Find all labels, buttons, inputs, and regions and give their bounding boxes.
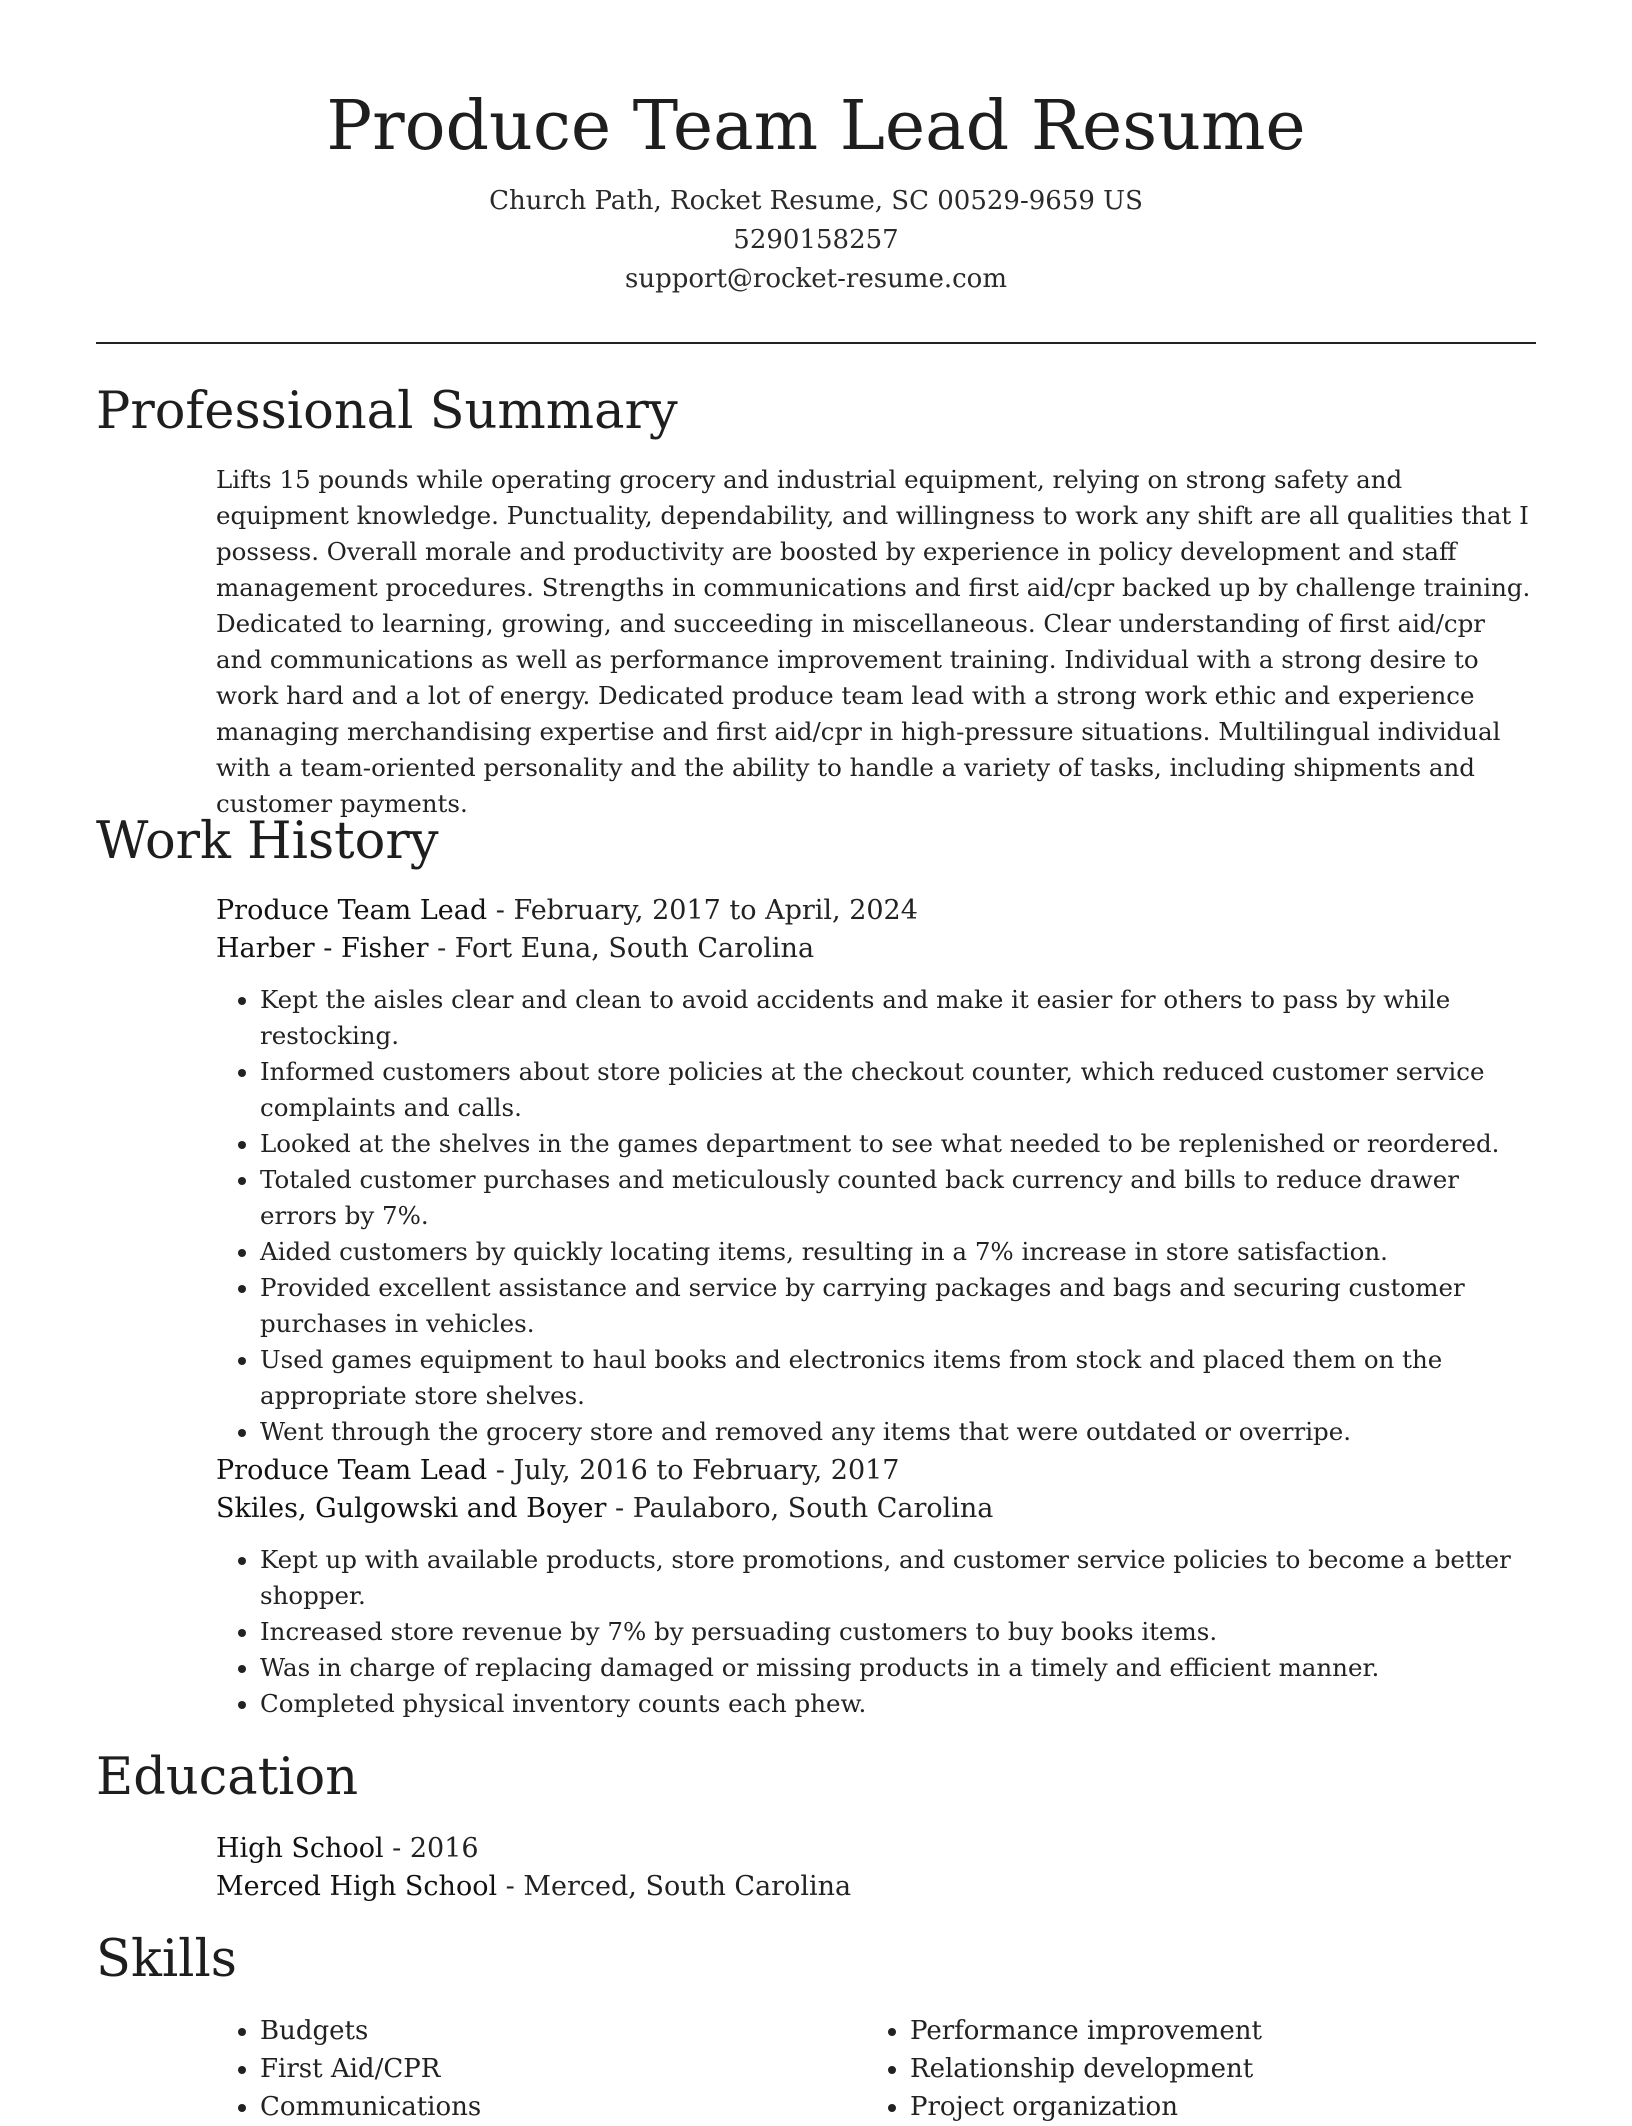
job-bullet: • Was in charge of replacing damaged or missing products in a timely and efficient manner. [260, 1650, 1536, 1686]
job-bullet: • Used games equipment to haul books and electronics items from stock and placed them on the appropriate store shelves. [260, 1342, 1536, 1414]
job-title: Produce Team Lead [216, 1455, 488, 1486]
skill-item: • Budgets [260, 2012, 866, 2050]
education-degree: High School [216, 1833, 384, 1864]
job-bullet: • Aided customers by quickly locating items, resulting in a 7% increase in store satisfaction. [260, 1234, 1536, 1270]
summary-text: Lifts 15 pounds while operating grocery and industrial equipment, relying on strong safety and equipment knowledge. Punctuality, dependability, and willingness to work any shift are all qualities that I possess. Overall morale and productivity are boosted by experience in policy development and staff management procedures. Strengths in communications and first aid/cpr backed up by challenge training. Dedicated to learning, growing, and succeeding in miscellaneous. Clear understanding of first aid/cpr and communications as well as performance improvement training. Individual with a strong desire to work hard and a lot of energy. Dedicated produce team lead with a strong work ethic and experience managing merchandising expertise and first aid/cpr in high-pressure situations. Multilingual individual with a team-oriented personality and the ability to handle a variety of tasks, including shipments and customer payments. [216, 465, 1531, 818]
skills-section [216, 2012, 1536, 2126]
skills-heading: Skills [96, 1930, 237, 1989]
job-bullets [216, 982, 1536, 1450]
skills-columns [216, 2012, 1536, 2126]
job-bullet: • Kept the aisles clear and clean to avoid accidents and make it easier for others to pass by while restocking. [260, 982, 1536, 1054]
job-bullet: • Looked at the shelves in the games department to see what needed to be replenished or reordered. [260, 1126, 1536, 1162]
skills-column-right [866, 2012, 1516, 2126]
job-company-line [216, 1490, 1536, 1528]
job-bullet: • Informed customers about store policies at the checkout counter, which reduced customer service complaints and calls. [260, 1054, 1536, 1126]
contact-address: Church Path, Rocket Resume, SC 00529-9659 US [489, 186, 1143, 216]
education-heading: Education [96, 1748, 359, 1807]
job-dates: - July, 2016 to February, 2017 [487, 1455, 900, 1486]
job-bullet: • Completed physical inventory counts each phew. [260, 1686, 1536, 1722]
job-title-line [216, 892, 1536, 930]
job-bullet: • Totaled customer purchases and meticulously counted back currency and bills to reduce drawer errors by 7%. [260, 1162, 1536, 1234]
education-school-line [216, 1868, 1536, 1906]
header-divider [96, 342, 1536, 344]
job-location: - Paulaboro, South Carolina [606, 1493, 994, 1524]
job-company: Skiles, Gulgowski and Boyer [216, 1493, 607, 1524]
job-entry [216, 1452, 1536, 1722]
skill-item: • Communications [260, 2088, 866, 2126]
contact-phone: 5290158257 [733, 225, 899, 255]
education-entry [216, 1830, 1536, 1906]
job-title-line [216, 1452, 1536, 1490]
job-company: Harber - Fisher [216, 933, 429, 964]
job-bullet: • Kept up with available products, store promotions, and customer service policies to become a better shopper. [260, 1542, 1536, 1614]
job-bullet: • Increased store revenue by 7% by persuading customers to buy books items. [260, 1614, 1536, 1650]
education-location: - Merced, South Carolina [497, 1871, 852, 1902]
skill-item: • First Aid/CPR [260, 2050, 866, 2088]
contact-block [0, 182, 1632, 299]
skills-column-left [216, 2012, 866, 2126]
job-title: Produce Team Lead [216, 895, 488, 926]
job-bullet: • Went through the grocery store and removed any items that were outdated or overripe. [260, 1414, 1536, 1450]
work-history-heading: Work History [96, 812, 439, 871]
contact-email: support@rocket-resume.com [624, 264, 1007, 294]
job-location: - Fort Euna, South Carolina [428, 933, 815, 964]
summary-section [216, 462, 1536, 822]
job-entry [216, 892, 1536, 1450]
resume-header [0, 0, 1632, 299]
summary-heading: Professional Summary [96, 382, 678, 441]
skill-item: • Performance improvement [910, 2012, 1516, 2050]
education-degree-line [216, 1830, 1536, 1868]
job-bullets [216, 1542, 1536, 1722]
education-year: - 2016 [383, 1833, 479, 1864]
education-school: Merced High School [216, 1871, 498, 1902]
job-company-line [216, 930, 1536, 968]
resume-title: Produce Team Lead Resume [326, 87, 1306, 166]
job-bullet: • Provided excellent assistance and service by carrying packages and bags and securing customer purchases in vehicles. [260, 1270, 1536, 1342]
skill-item: • Relationship development [910, 2050, 1516, 2088]
job-dates: - February, 2017 to April, 2024 [487, 895, 918, 926]
skill-item: • Project organization [910, 2088, 1516, 2126]
